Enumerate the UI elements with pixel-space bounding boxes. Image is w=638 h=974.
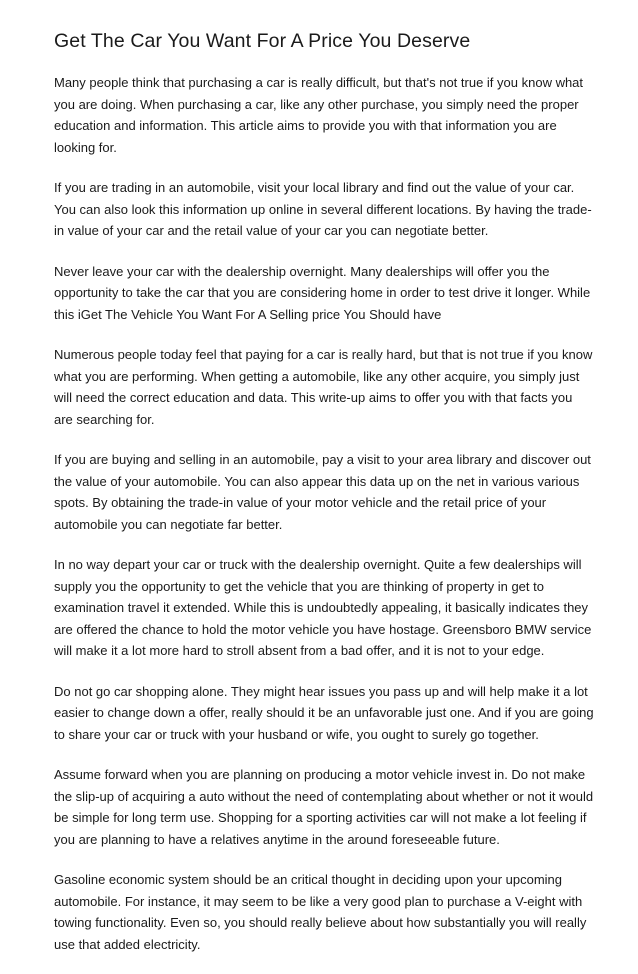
paragraph-5: If you are buying and selling in an automobile, pay a visit to your area library and discover out the value of your automobile. You can also appear this data up on the net in various various spots. By obtaining the trade-in value of your motor vehicle and the retail price of your automobile you can negotiate far better. [54,452,591,532]
paragraph-1: Many people think that purchasing a car is really difficult, but that's not true if you know what you are doing. When purchasing a car, like any other purchase, you simply need the proper education and information. This article aims to provide you with that information you are looking for. [54,75,584,155]
paragraph-6: In no way depart your car or truck with the dealership overnight. Quite a few dealerships will supply you the opportunity to get the vehicle that you are thinking of property in get to examination travel it extended. While this is undoubtedly appealing, it basically indicates they are offered the chance to hold the motor vehicle you have hostage. Greensboro BMW service will make it a lot more hard to stroll absent from a bad offer, and it is not to your edge. [54,557,592,658]
paragraph-4: Numerous people today feel that paying for a car is really hard, but that is not true if you know what you are performing. When getting a automobile, like any other acquire, you simply just will need the correct education and data. This write-up aims to offer you with that facts you are searching for. [54,347,593,427]
paragraph-3: Never leave your car with the dealership overnight. Many dealerships will offer you the opportunity to take the car that you are considering home in order to test drive it longer. While this iGet The Vehicle You Want For A Selling price You Should have [54,263,591,322]
page-title: Get The Car You Want For A Price You Deserve [54,30,471,52]
paragraph-7: Do not go car shopping alone. They might hear issues you pass up and will help make it a lot easier to change down a offer, really should it be an unfavorable just one. And if you are going to share your car or truck with your husband or wife, you ought to surely go together. [54,683,594,742]
paragraph-9: Gasoline economic system should be an critical thought in deciding upon your upcoming automobile. For instance, it may seem to be like a very good plan to purchase a V-eight with towing functionality. Even so, you should really believe about how substantially you will really use that added electricity. [54,872,587,952]
document-page [54,28,594,974]
paragraph-2: If you are trading in an automobile, visit your local library and find out the value of your car. You can also look this information up online in several different locations. By having the trade-in value of your car and the retail value of your car you can negotiate better. [54,180,592,238]
paragraph-8: Assume forward when you are planning on producing a motor vehicle invest in. Do not make the slip-up of acquiring a auto without the need of contemplating about whether or not it would be simple for long term use. Shopping for a sporting activities car will not make a lot feeling if you are planning to have a relatives anytime in the around foreseeable future. [54,767,594,847]
